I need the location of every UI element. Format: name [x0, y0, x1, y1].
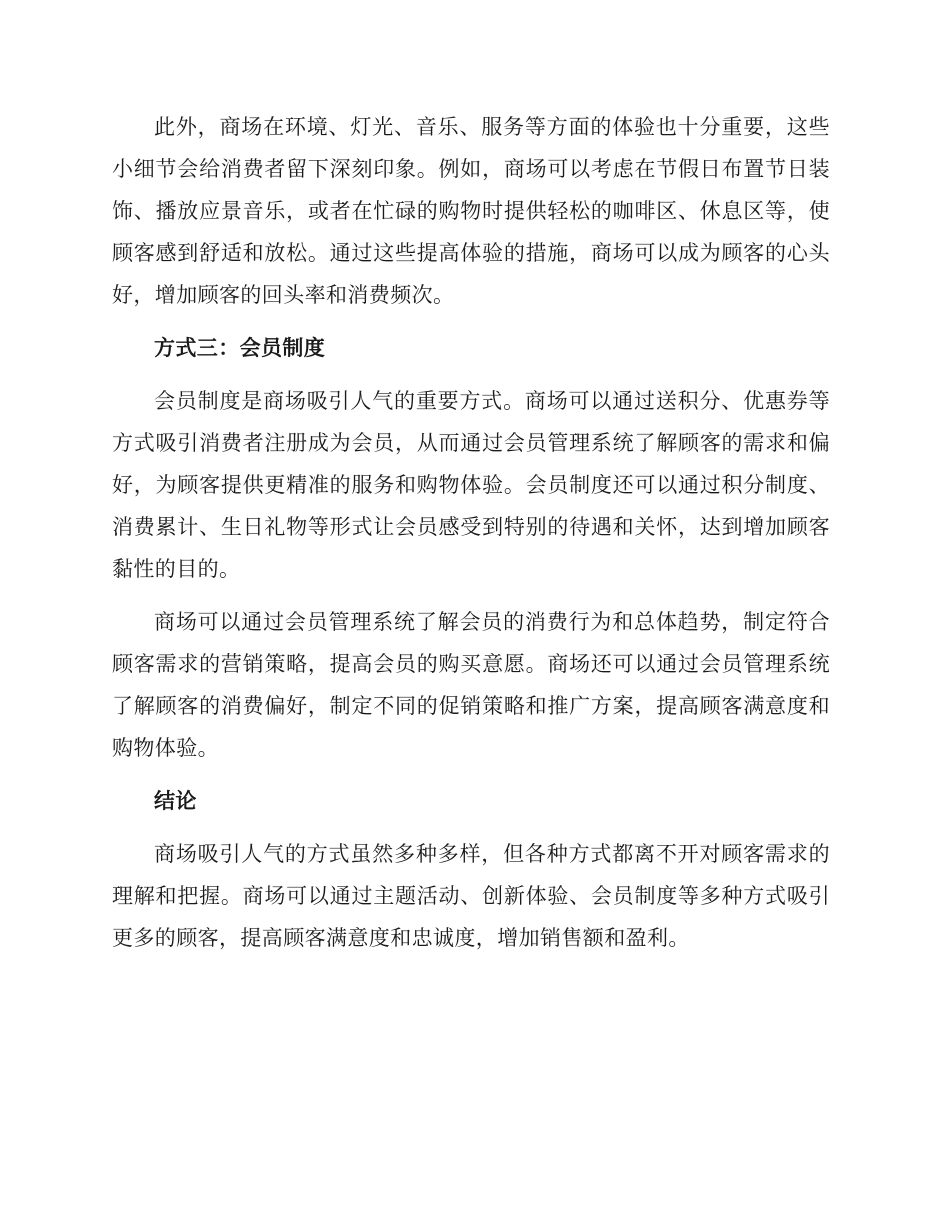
paragraph-member-management: 商场可以通过会员管理系统了解会员的消费行为和总体趋势，制定符合顾客需求的营销策略，提高会员的购买意愿。商场还可以通过会员管理系统了解顾客的消费偏好，制定不同的促销策略和推广方案，提高顾客满意度和购物体验。: [112, 610, 830, 760]
paragraph-conclusion: 商场吸引人气的方式虽然多种多样，但各种方式都离不开对顾客需求的理解和把握。商场可以通过主题活动、创新体验、会员制度等多种方式吸引更多的顾客，提高顾客满意度和忠诚度，增加销售额和盈利。: [112, 842, 830, 950]
paragraph-membership-system: 会员制度是商场吸引人气的重要方式。商场可以通过送积分、优惠券等方式吸引消费者注册成为会员，从而通过会员管理系统了解顾客的需求和偏好，为顾客提供更精准的服务和购物体验。会员制度还可以通过积分制度、消费累计、生日礼物等形式让会员感受到特别的待遇和关怀，达到增加顾客黏性的目的。: [112, 389, 830, 581]
heading-method-three: 方式三：会员制度: [154, 336, 326, 360]
document-page: [112, 106, 830, 959]
heading-conclusion: 结论: [154, 789, 197, 813]
paragraph-experience-details: 此外，商场在环境、灯光、音乐、服务等方面的体验也十分重要，这些小细节会给消费者留下深刻印象。例如，商场可以考虑在节假日布置节日装饰、播放应景音乐，或者在忙碌的购物时提供轻松的咖啡区、休息区等，使顾客感到舒适和放松。通过这些提高体验的措施，商场可以成为顾客的心头好，增加顾客的回头率和消费频次。: [112, 115, 830, 307]
